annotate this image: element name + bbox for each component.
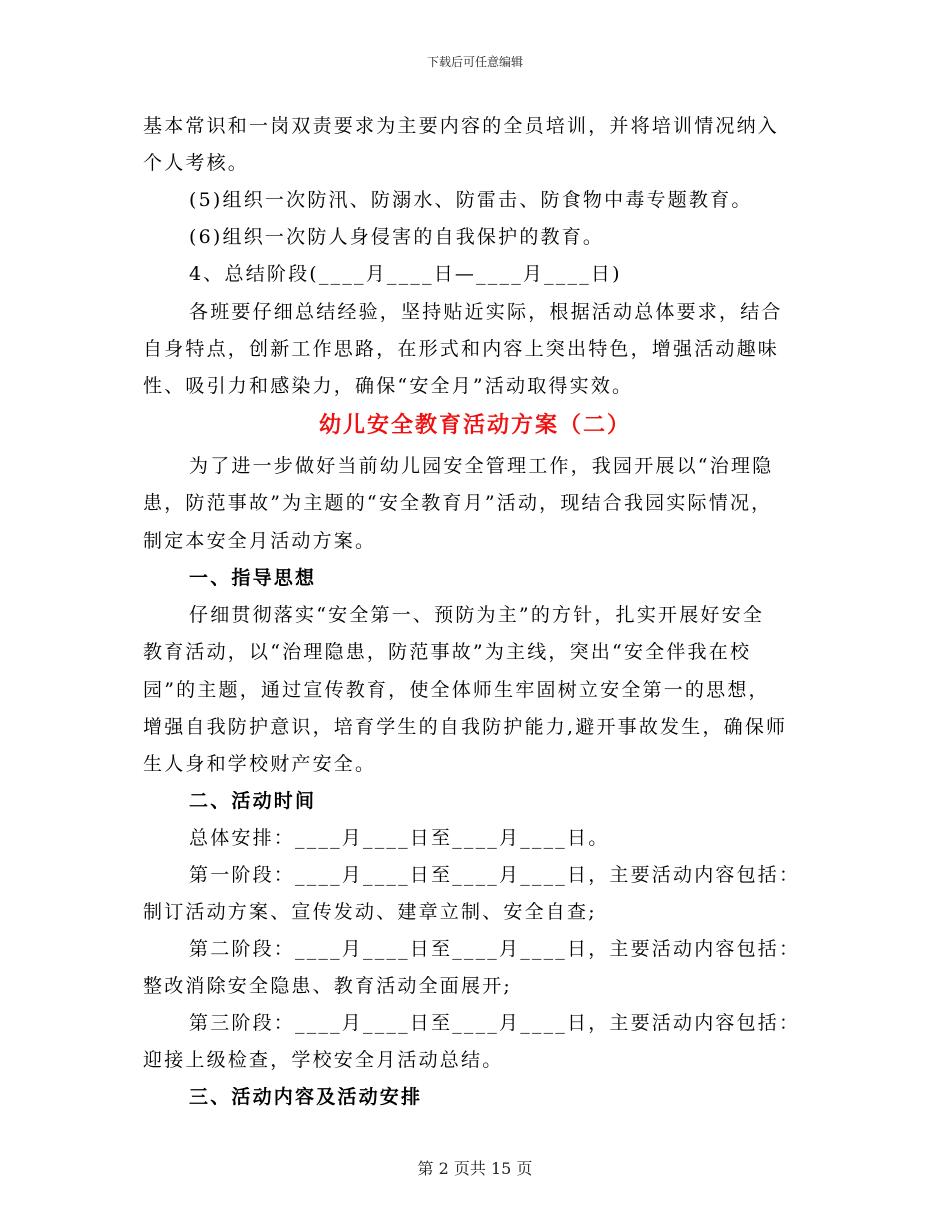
- body-line: 各班要仔细总结经验，坚持贴近实际，根据活动总体要求，结合: [189, 301, 783, 323]
- section-heading: 二、活动时间: [189, 790, 317, 812]
- section-heading: 一、指导思想: [189, 567, 317, 589]
- section-title: 幼儿安全教育活动方案（二）: [318, 412, 631, 438]
- body-line: 自身特点，创新工作思路，在形式和内容上突出特色，增强活动趣味: [143, 338, 780, 360]
- body-line: 制定本安全月活动方案。: [143, 530, 377, 552]
- body-line: (5)组织一次防汛、防溺水、防雷击、防食物中毒专题教育。: [189, 189, 753, 211]
- body-line: 迎接上级检查，学校安全月活动总结。: [143, 1049, 504, 1071]
- body-line: 总体安排：____月____日至____月____日。: [189, 827, 610, 849]
- body-line: 个人考核。: [143, 152, 250, 174]
- body-line: 第二阶段：____月____日至____月____日，主要活动内容包括：: [189, 938, 801, 960]
- body-line: 生人身和学校财产安全。: [143, 753, 377, 775]
- body-line: 第一阶段：____月____日至____月____日，主要活动内容包括：: [189, 864, 801, 886]
- body-line: 仔细贯彻落实“安全第一、预防为主”的方针，扎实开展好安全: [189, 604, 765, 626]
- body-line: 教育活动，以“治理隐患，防范事故”为主线，突出“安全伴我在校: [143, 641, 752, 663]
- body-line: 基本常识和一岗双责要求为主要内容的全员培训，并将培训情况纳入: [143, 115, 780, 137]
- body-line: 制订活动方案、宣传发动、建章立制、安全自查;: [143, 901, 597, 923]
- body-line: 增强自我防护意识，培育学生的自我防护能力,避开事故发生，确保师: [143, 716, 788, 738]
- body-line: (6)组织一次防人身侵害的自我保护的教育。: [189, 226, 605, 248]
- body-line: 园”的主题，通过宣传教育，使全体师生牢固树立安全第一的思想，: [143, 679, 770, 701]
- body-line: 4、总结阶段(____月____日—____月____日): [189, 263, 622, 285]
- section-heading: 三、活动内容及活动安排: [189, 1086, 423, 1108]
- page-footer: 第 2 页共 15 页: [417, 1159, 533, 1178]
- body-line: 患，防范事故”为主题的“安全教育月”活动，现结合我园实际情况，: [143, 492, 773, 514]
- page-header: 下载后可任意编辑: [426, 55, 523, 69]
- body-line: 为了进一步做好当前幼儿园安全管理工作，我园开展以“治理隐: [189, 455, 774, 477]
- body-line: 性、吸引力和感染力，确保“安全月”活动取得实效。: [143, 375, 634, 397]
- body-line: 整改消除安全隐患、教育活动全面展开;: [143, 975, 513, 997]
- body-line: 第三阶段：____月____日至____月____日，主要活动内容包括：: [189, 1012, 801, 1034]
